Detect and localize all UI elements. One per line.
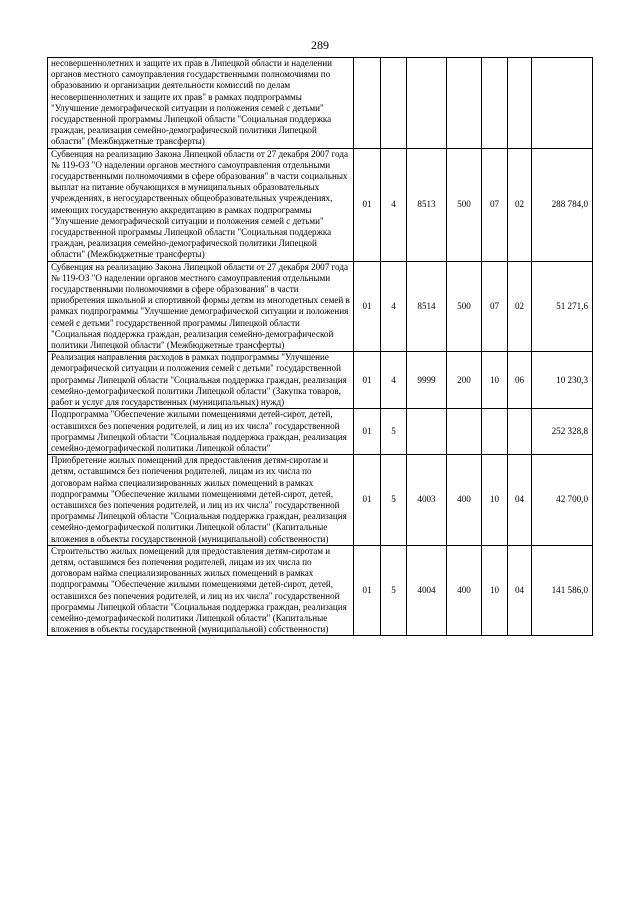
code-direction: 8514: [407, 261, 447, 352]
code-program: [354, 58, 381, 149]
code-section: [482, 58, 508, 149]
row-description: Строительство жилых помещений для предоставления детям-сиротам и детям, оставшимся без попечения родителей, лицам из их числа по договорам найма специализированных жилых помещений в рамках подпрограммы "Обеспечение жилыми помещениями детей-сирот, детей, оставшихся без попечения родителей, и лиц из их числа" государственной программы Липецкой области "Социальная поддержка граждан, реализация семейно-демографической политики Липецкой области" (Капитальные вложения в объекты государственной (муниципальной) собственности): [48, 545, 354, 636]
code-expense-type: 200: [447, 352, 482, 409]
code-program: 01: [354, 148, 381, 261]
code-section: [482, 409, 508, 455]
code-section: 07: [482, 261, 508, 352]
code-section: 07: [482, 148, 508, 261]
code-subprogram: 5: [381, 545, 407, 636]
code-expense-type: 500: [447, 261, 482, 352]
table-row: [48, 58, 593, 149]
row-description: несовершеннолетних и защите их прав в Липецкой области и наделении органов местного самоуправления государственными полномочиями по образованию и организации деятельности комиссий по делам несовершеннолетних и защите их прав" в рамках подпрограммы "Улучшение демографической ситуации и положения семей с детьми" государственной программы Липецкой области "Социальная поддержка граждан, реализация семейно-демографической политики Липецкой области" (Межбюджетные трансферты): [48, 58, 354, 149]
budget-table: [47, 57, 593, 636]
code-direction: [407, 409, 447, 455]
code-section: 10: [482, 455, 508, 546]
code-expense-type: [447, 409, 482, 455]
code-subprogram: 4: [381, 352, 407, 409]
table-row: [48, 352, 593, 409]
code-subsection: 04: [508, 545, 532, 636]
code-expense-type: 500: [447, 148, 482, 261]
code-direction: 9999: [407, 352, 447, 409]
row-amount: 252 328,8: [532, 409, 593, 455]
code-section: 10: [482, 352, 508, 409]
row-amount: 51 271,6: [532, 261, 593, 352]
code-subsection: 02: [508, 261, 532, 352]
row-amount: 141 586,0: [532, 545, 593, 636]
table-row: [48, 148, 593, 261]
code-subprogram: 4: [381, 148, 407, 261]
table-row: [48, 545, 593, 636]
code-subsection: [508, 409, 532, 455]
code-subsection: 02: [508, 148, 532, 261]
code-subprogram: 5: [381, 455, 407, 546]
code-direction: 4004: [407, 545, 447, 636]
code-section: 10: [482, 545, 508, 636]
code-expense-type: 400: [447, 545, 482, 636]
row-description: Подпрограмма "Обеспечение жилыми помещениями детей-сирот, детей, оставшихся без попечения родителей, и лиц из их числа" государственной программы Липецкой области "Социальная поддержка граждан, реализация семейно-демографической политики Липецкой области": [48, 409, 354, 455]
row-amount: 42 700,0: [532, 455, 593, 546]
row-description: Субвенция на реализацию Закона Липецкой области от 27 декабря 2007 года № 119-ОЗ "О наделении органов местного самоуправления отдельными государственными полномочиями в сфере образования" в части приобретения школьной и спортивной формы детям из многодетных семей в рамках подпрограммы "Улучшение демографической ситуации и положения семей с детьми" государственной программы Липецкой области "Социальная поддержка граждан, реализация семейно-демографической политики Липецкой области" (Межбюджетные трансферты): [48, 261, 354, 352]
code-program: 01: [354, 261, 381, 352]
row-amount: [532, 58, 593, 149]
code-direction: 4003: [407, 455, 447, 546]
row-amount: 288 784,0: [532, 148, 593, 261]
code-subprogram: [381, 58, 407, 149]
table-row: [48, 261, 593, 352]
code-direction: [407, 58, 447, 149]
row-amount: 10 230,3: [532, 352, 593, 409]
code-subsection: 06: [508, 352, 532, 409]
code-expense-type: 400: [447, 455, 482, 546]
row-description: Субвенция на реализацию Закона Липецкой области от 27 декабря 2007 года № 119-ОЗ "О наделении органов местного самоуправления отдельными государственными полномочиями в сфере образования" в части социальных выплат на питание обучающихся в муниципальных образовательных учреждениях, в негосударственных общеобразовательных учреждениях, имеющих государственную аккредитацию в рамках подпрограммы "Улучшение демографической ситуации и положения семей с детьми" государственной программы Липецкой области "Социальная поддержка граждан, реализация семейно-демографической политики Липецкой области" (Межбюджетные трансферты): [48, 148, 354, 261]
table-row: [48, 455, 593, 546]
code-program: 01: [354, 409, 381, 455]
code-program: 01: [354, 455, 381, 546]
page-number: 289: [311, 38, 329, 52]
code-program: 01: [354, 352, 381, 409]
code-program: 01: [354, 545, 381, 636]
code-subsection: 04: [508, 455, 532, 546]
code-subsection: [508, 58, 532, 149]
code-subprogram: 5: [381, 409, 407, 455]
code-subprogram: 4: [381, 261, 407, 352]
row-description: Приобретение жилых помещений для предоставления детям-сиротам и детям, оставшимся без попечения родителей, лицам из их числа по договорам найма специализированных жилых помещений в рамках подпрограммы "Обеспечение жилыми помещениями детей-сирот, детей, оставшихся без попечения родителей, и лиц из их числа" государственной программы Липецкой области "Социальная поддержка граждан, реализация семейно-демографической политики Липецкой области" (Капитальные вложения в объекты государственной (муниципальной) собственности): [48, 455, 354, 546]
code-expense-type: [447, 58, 482, 149]
table-row: [48, 409, 593, 455]
code-direction: 8513: [407, 148, 447, 261]
row-description: Реализация направления расходов в рамках подпрограммы "Улучшение демографической ситуации и положения семей с детьми" государственной программы Липецкой области "Социальная поддержка граждан, реализация семейно-демографической политики Липецкой области" (Закупка товаров, работ и услуг для государственных (муниципальных) нужд): [48, 352, 354, 409]
